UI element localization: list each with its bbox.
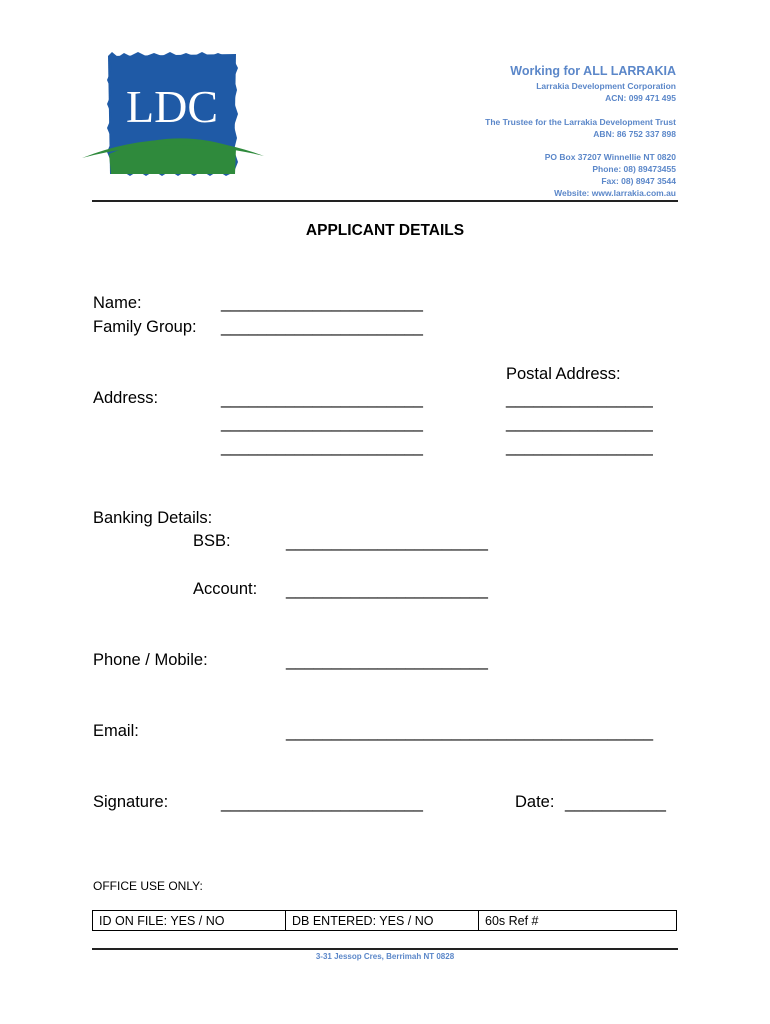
bsb-label: BSB: (193, 532, 231, 550)
postal-address-label: Postal Address: (506, 365, 621, 383)
address-label: Address: (93, 389, 159, 407)
name-field[interactable]: ______________________ (221, 294, 423, 312)
page-title: APPLICANT DETAILS (305, 222, 465, 239)
account-label: Account: (193, 580, 258, 598)
office-use-heading: OFFICE USE ONLY: (93, 879, 203, 893)
postal-field-3[interactable]: ________________ (506, 438, 653, 456)
family-group-field[interactable]: ______________________ (221, 318, 423, 336)
email-field[interactable]: ________________________________________ (286, 723, 654, 741)
corp-name: Larrakia Development Corporation (536, 81, 676, 91)
signature-label: Signature: (93, 793, 169, 811)
postal-field-1[interactable]: ________________ (506, 390, 653, 408)
phone-label: Phone / Mobile: (93, 651, 208, 669)
date-label: Date: (515, 793, 555, 811)
logo-text: LDC (126, 81, 218, 132)
trustee: The Trustee for the Larrakia Development Trust (485, 117, 676, 127)
office-use-table (92, 910, 677, 931)
header-divider (92, 200, 678, 202)
family-group-label: Family Group: (93, 318, 197, 336)
address-field-3[interactable]: ______________________ (221, 438, 423, 456)
acn: ACN: 099 471 495 (605, 93, 676, 103)
website: Website: www.larrakia.com.au (554, 188, 676, 198)
header-title: Working for ALL LARRAKIA (510, 64, 676, 78)
footer-address: 3-31 Jessop Cres, Berrimah NT 0828 (315, 952, 455, 961)
banking-label: Banking Details: (93, 509, 213, 527)
phone-field[interactable]: ______________________ (286, 652, 488, 670)
abn: ABN: 86 752 337 898 (593, 129, 676, 139)
date-field[interactable]: ___________ (565, 794, 666, 812)
footer-divider (92, 948, 678, 950)
email-label: Email: (93, 722, 139, 740)
ref-cell[interactable]: 60s Ref # (479, 911, 677, 931)
signature-field[interactable]: ______________________ (221, 794, 423, 812)
bsb-field[interactable]: ______________________ (286, 533, 488, 551)
fax: Fax: 08) 8947 3544 (601, 176, 676, 186)
postal-field-2[interactable]: ________________ (506, 414, 653, 432)
name-label: Name: (93, 294, 142, 312)
phone: Phone: 08) 89473455 (592, 164, 676, 174)
address-field-1[interactable]: ______________________ (221, 390, 423, 408)
account-field[interactable]: ______________________ (286, 581, 488, 599)
po-box: PO Box 37207 Winnellie NT 0820 (544, 152, 676, 162)
db-entered-cell[interactable]: DB ENTERED: YES / NO (286, 911, 479, 931)
address-field-2[interactable]: ______________________ (221, 414, 423, 432)
ldc-logo (78, 50, 268, 178)
id-on-file-cell[interactable]: ID ON FILE: YES / NO (93, 911, 286, 931)
